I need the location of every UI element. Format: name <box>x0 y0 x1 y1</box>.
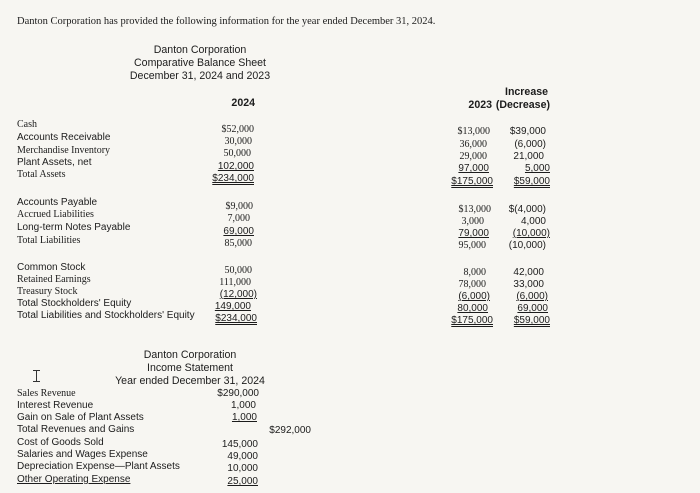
bs-value-2024: $9,000 <box>225 201 253 212</box>
bs-value-2023: 8,000 <box>463 267 486 278</box>
text-cursor-icon <box>36 370 37 382</box>
is-row-label: Salaries and Wages Expense <box>17 449 148 460</box>
bs-value-2023: $13,000 <box>458 204 491 215</box>
bs-row-label: Cash <box>17 119 37 130</box>
is-amount: 1,000 <box>231 412 257 423</box>
bs-value-2023: 78,000 <box>458 279 486 290</box>
bs-value-2024: 50,000 <box>223 148 251 159</box>
bs-row-label: Long-term Notes Payable <box>17 222 131 233</box>
is-period-title: Year ended December 31, 2024 <box>115 375 265 387</box>
bs-value-2024: 50,000 <box>224 265 252 276</box>
bs-value-change: 42,000 <box>513 267 544 278</box>
is-row-label: Interest Revenue <box>17 400 94 411</box>
bs-value-change: 5,000 <box>524 163 550 174</box>
bs-row-label: Merchandise Inventory <box>17 145 111 156</box>
bs-dates-title: December 31, 2024 and 2023 <box>129 70 271 82</box>
bs-value-2023: 80,000 <box>457 303 488 314</box>
bs-value-2024: $52,000 <box>221 124 254 135</box>
bs-statement-title: Comparative Balance Sheet <box>134 57 266 69</box>
bs-value-2024: (12,000) <box>219 289 257 300</box>
is-row-label: Total Revenues and Gains <box>17 424 135 435</box>
bs-value-change: $39,000 <box>509 126 546 137</box>
is-amount: 1,000 <box>230 400 256 411</box>
bs-row-label: Common Stock <box>17 262 86 273</box>
bs-value-2023: 36,000 <box>459 139 487 150</box>
bs-value-change: (10,000) <box>508 240 546 251</box>
is-total: $292,000 <box>269 425 311 436</box>
bs-row-label: Accrued Liabilities <box>17 209 94 220</box>
is-amount: 10,000 <box>227 463 258 474</box>
bs-value-change: $59,000 <box>513 315 550 326</box>
bs-row-label: Total Stockholders' Equity <box>17 298 132 309</box>
bs-value-2024: 149,000 <box>214 301 251 312</box>
col-header-2023: 2023 <box>468 99 492 111</box>
is-statement-title: Income Statement <box>147 362 233 374</box>
bs-row-label: Retained Earnings <box>17 274 91 285</box>
col-header-2024: 2024 <box>231 97 255 109</box>
is-row-label: Cost of Goods Sold <box>17 437 104 448</box>
is-row-label: Other Operating Expense <box>17 474 131 485</box>
bs-value-2023: $175,000 <box>451 315 493 326</box>
bs-value-2023: $175,000 <box>451 176 493 187</box>
bs-row-label: Total Liabilities and Stockholders' Equity <box>17 310 195 321</box>
bs-row-label: Treasury Stock <box>17 286 78 297</box>
bs-value-change: 69,000 <box>517 303 548 314</box>
bs-value-change: $59,000 <box>513 176 550 187</box>
bs-value-2023: 79,000 <box>458 228 489 239</box>
bs-value-change: 4,000 <box>520 216 546 227</box>
bs-value-2024: 111,000 <box>219 277 251 288</box>
bs-row-label: Plant Assets, net <box>17 157 92 168</box>
col-header-increase: Increase <box>505 86 548 98</box>
intro-text: Danton Corporation has provided the following information for the year ended December 31, 2024. <box>17 16 436 27</box>
bs-value-2023: 29,000 <box>459 151 487 162</box>
bs-value-change: 33,000 <box>513 279 544 290</box>
is-row-label: Sales Revenue <box>17 388 76 399</box>
bs-value-2023: 97,000 <box>458 163 489 174</box>
is-company-title: Danton Corporation <box>143 349 237 361</box>
bs-value-2023: (6,000) <box>458 291 490 302</box>
is-row-label: Gain on Sale of Plant Assets <box>17 412 144 423</box>
bs-row-label: Accounts Receivable <box>17 132 111 143</box>
col-header-decrease: (Decrease) <box>495 99 550 111</box>
is-amount: 49,000 <box>227 451 258 462</box>
bs-value-2024: 102,000 <box>217 161 254 172</box>
is-amount: $290,000 <box>217 388 259 399</box>
bs-value-change: (10,000) <box>512 228 550 239</box>
is-amount: 145,000 <box>221 439 258 450</box>
bs-value-change: (6,000) <box>514 139 546 150</box>
bs-value-change: 21,000 <box>513 151 544 162</box>
bs-value-change: $(4,000) <box>508 204 546 215</box>
bs-value-2023: 95,000 <box>458 240 486 251</box>
bs-value-2023: $13,000 <box>457 126 490 137</box>
bs-row-label: Total Liabilities <box>17 235 81 246</box>
bs-value-change: (6,000) <box>516 291 548 302</box>
is-row-label: Depreciation Expense—Plant Assets <box>17 461 180 472</box>
bs-value-2024: $234,000 <box>212 173 254 184</box>
is-amount: 25,000 <box>227 476 258 487</box>
bs-value-2024: 85,000 <box>224 238 252 249</box>
bs-value-2023: 3,000 <box>461 216 484 227</box>
bs-value-2024: 30,000 <box>224 136 252 147</box>
bs-value-2024: $234,000 <box>215 313 257 324</box>
bs-value-2024: 69,000 <box>223 226 254 237</box>
bs-row-label: Total Assets <box>17 169 66 180</box>
bs-company-title: Danton Corporation <box>153 44 247 56</box>
bs-value-2024: 7,000 <box>227 213 250 224</box>
bs-row-label: Accounts Payable <box>17 197 98 208</box>
